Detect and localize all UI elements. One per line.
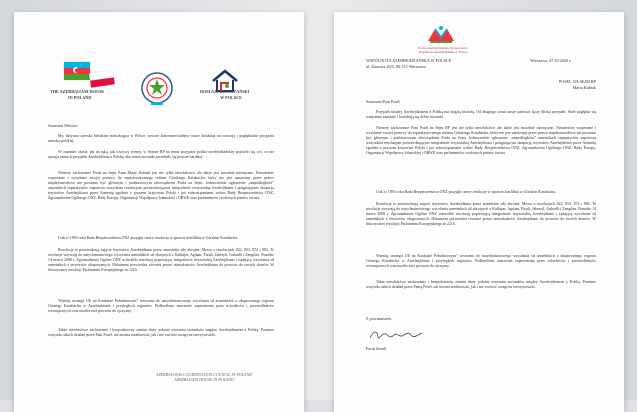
emblem-logo-icon [134,68,180,108]
footer-line2: AZERBAIJANI HOUSE IN POLAND [174,377,234,383]
salutation-right: Szanowna Pani Poseł, [366,100,401,104]
poland-flag-icon [89,70,115,87]
org-left-name [50,89,136,100]
paragraph-2: W ostatnim czasie, jak na ręką, jak wszyscy wiemy, w Sejmie RP na temat przyjaźni polsko-azerbejdżańskiej pojawiło się coś, co nie sprzyja ramach przyjaźni Azerbejdżanu z Polską, aby nasze stosunki zacieśniły się jeszcze bardziej. [48,150,274,160]
closing: Z poważaniem, [366,316,392,321]
signature-image [368,328,424,342]
recipient-line2: Marta Kubiak [572,84,596,90]
paragraph-6: Wymóg strategii UE na Kaukazie Południowym” wezwano do natychmiastowego wycofania sił armeńskich z okupowanego regionu Górnego Karabachu w Azerbejdżanie i przyległych regionów. Podkreślono znaczenie zapewnienia praw uchodźców i przesiedleńców wewnętrznych oraz możliwości powrotu do ojczyzny. [48,299,274,314]
paragraph-4: I tak w 1993 roku Rada Bezpieczeństwa ONZ przyjęła cztery rezolucje w sprawie konfliktu w Górskim Karabachu. [58,236,239,240]
signer-name: Farid Jafarli [366,346,387,351]
footer-org [134,372,274,383]
org-left-line2: IN POLAND [68,94,92,100]
letter-page-left [14,12,304,412]
paragraph-3: Niestety zachowanie Posła na Sejm Pana Marty Kubiak jest nie tylko niewłaściwe, ale także jest moralnie niezręczne. Niezależnie wspieranie i wysyłanie swojej pomocy do separatystycznego reżimu Górskiego Karabachu, który nie jest uznawany przez prawo międzynarodowe nie powinno być głównym i podstawowym obowiązkiem Posła na Sejm. Jednocześnie ogłoszenie „niepodległości” armeńskich separatystów zaprzecza wszystkim rezolucjom potwierdzającym integralność terytorialną Azerbejdżanu i potępiającym okupację terytoriów Azerbejdżanu przez Armenię zgodnie z prawem krajowym Polski i już zobowiązaniami wobec Rady Bezpieczeństwa ONZ, Zgromadzenia Ogólnego ONZ, Rady Europy, Organizacji Współpracy Islamskiej i OBWE oraz parlamentów czołowych państw świata. [48,171,274,201]
header-org [408,46,478,55]
salutation: Szanowni Państwo [48,124,78,128]
paragraph-right-6: Takie niewłaściwe zachowanie i bezpodstawny zamiar służy jedynie zerwaniu stosunków między Azerbejdżanem a Polską. Pomimo wszystko takich działań przez Panią Poseł, nie można zrealizować, jak i nie zwrócić uwagi na rzeczywistość. [366,280,596,290]
org-right-name [200,89,280,100]
community-logo-icon [426,24,456,44]
sender-block [366,58,451,69]
org-left-line1: THE AZERBAIJANI HOUSE [50,89,105,94]
paragraph-right-3: I tak w 1993 roku Rada Bezpieczeństwa ONZ przyjęła cztery rezolucje w sprawie konfliktu w Górskim Karabachu. [376,190,557,194]
footer-line1: AZERBAIJANIS COORDINATION COUNCIL IN POLAND [156,372,252,377]
letter-date: Warszawa, 07.10.2020 r. [530,58,572,63]
paragraph-right-1: Przyjaźń między Azerbejdżanem a Polską ma bogatą historię. Od długiego czasu nasze państwa łączy bliska przyjaźń. Stale pogłębia się wzajemne zaufanie i kształtują się dobre stosunki. [366,110,596,120]
paragraph-5: Rezolucje te potwierdzają zajęcie terytoriów Azerbejdżanu przez armeńskie siły zbrojne. Mowa o rezolucjach 822, 853, 874 i 884. Te rezolucje wzywają do natychmiastowego wycofania armeńskich sił zbrojnych z Kalbajar, Agdam, Fizuli, Jabrayil, Gubadli i Zangilan. Ponadto 14 marca 2008 r. Zgromadzenie Ogólne ONZ uchwaliło rezolucję popierającą integralność terytorialną Azerbejdżanu i żądającą wycofania sił armeńskich z terytoriów okupowanych. Dokument potwierdza również prawo mieszkańców Azerbejdżanu do powrotu do swoich domów. W historycznej rezolucji Parlamentu Europejskiego nr 2216. [48,248,274,273]
azerbaijan-flag-icon [64,62,90,80]
letter-page-right [334,12,624,412]
paragraph-7: Także niewłaściwe zachowanie i bezpodstawny zamiar służy jedynie zerwaniu stosunków między Azerbejdżanem a Polską. Pomimo wszystko takich działań przez Pani Poseł, nie można zrealizować, jak i nie zwrócić uwagi na rzeczywistość. [48,328,274,338]
paragraph-right-5: Wymóg strategii UE na Kaukazie Południowym” wezwano do natychmiastowego wycofania sił armeńskich z okupowanego regionu Górnego Karabachu w Azerbejdżanie i przyległych regionów. Podkreślono znaczenie zapewnienia praw uchodźców i przesiedleńców wewnętrznych oraz możliwości powrotu do ojczyzny. [366,254,596,269]
header-org-line1: Polsce Azerbejdżańskie Społeczności [418,46,468,50]
recipient-block [530,79,596,90]
header-org-line2: Wspólnota Azerbejdżańska w Polsce [418,50,468,55]
paragraph-right-4: Rezolucje te potwierdzają zajęcie terytoriów Azerbejdżanu przez armeńskie siły zbrojne. Mowa o rezolucjach 822, 853, 874 i 884. Te rezolucje wzywają do natychmiastowego wycofania armeńskich sił zbrojnych z Kalbajar, Agdam, Fizuli, Jabrayil, Gubadli i Zangilan. Ponadto 14 marca 2008 r. Zgromadzenie Ogólne ONZ uchwaliło rezolucję popierającą integralność terytorialną Azerbejdżanu i żądającą wycofania sił armeńskich z terytoriów okupowanych. Dokument potwierdza również prawo mieszkańców Azerbejdżanu do powrotu do swoich domów. W historycznej rezolucji Parlamentu Europejskiego nr 2216. [366,202,596,227]
org-right-line1: DOM AZERBEJDŻAŃSKI [200,89,250,94]
paragraph-1: My, aktywna azerska młodzież mieszkająca w Polsce, zawsze koncentrowaliśmy nasze działania na rozwoju i pogłębianiu przyjaźni azersko-polskiej. [48,134,274,144]
recipient-line1: POSEŁ NA SEJM RP [558,79,596,84]
org-right-line2: W POLSCE [220,94,242,100]
paragraph-right-2: Niestety zachowanie Pani Poseł na Sejm RP jest nie tylko niewłaściwe, ale także jest moralnie niezręczne. Niezależnie wspieranie i wysyłanie swojej pomocy do separatystycznego reżimu Górskiego Karabachu, który nie jest uznawany przez prawo międzynarodowe nie powinno być głównym i podstawowym obowiązkiem Posła na Sejm. Jednocześnie ogłoszenie „niepodległości” armeńskich separatystów zaprzecza wszystkim rezolucjom potwierdzającym integralność terytorialną Azerbejdżanu i potępiającym okupację terytoriów Azerbejdżanu przez Armenię zgodnie z prawem krajowym Polski i już zobowiązaniami wobec Rady Bezpieczeństwa ONZ, Zgromadzenia Ogólnego ONZ, Rady Europy, Organizacji Współpracy Islamskiej i OBWE oraz parlamentów czołowych państw świata. [366,126,596,156]
sender-address: ul. Żurawia 26/5, 00-515 Warszawa [366,63,426,69]
sender-name: WSPÓLNOTA AZERBEJDŻAŃSKA W POLSCE [366,58,452,63]
